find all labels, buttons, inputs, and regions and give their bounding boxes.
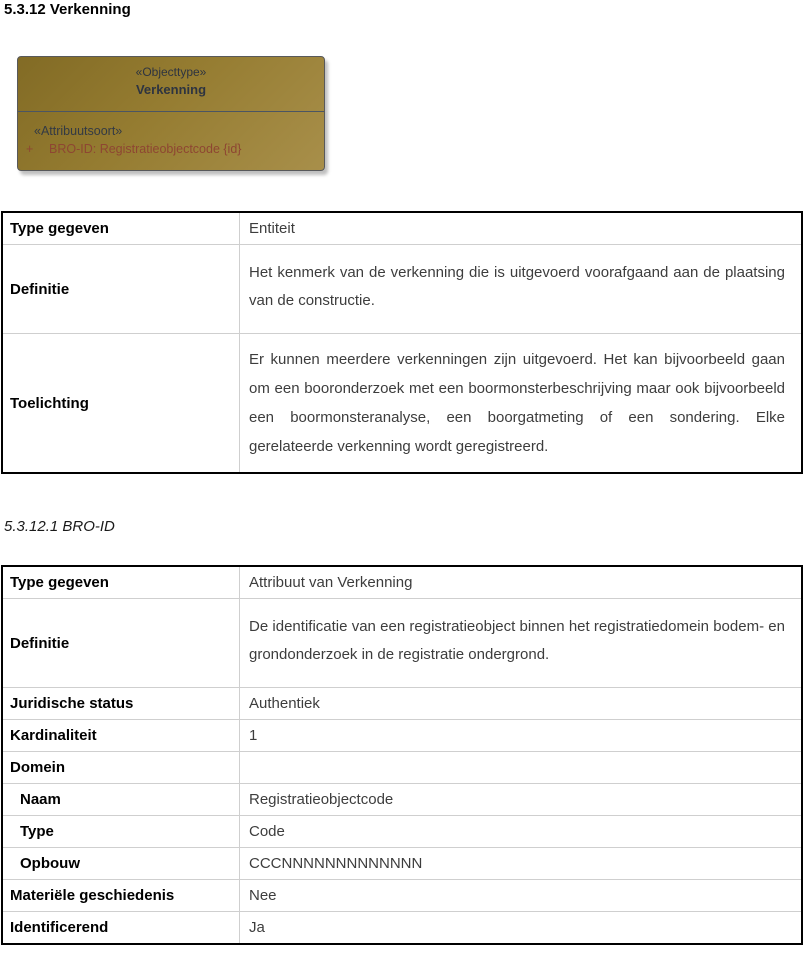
- table-row: [3, 719, 801, 751]
- row-label: Toelichting: [3, 334, 240, 472]
- subsection-heading: 5.3.12.1 BRO-ID: [4, 518, 115, 535]
- table-row: [3, 815, 801, 847]
- row-value: Er kunnen meerdere verkenningen zijn uitgevoerd. Het kan bijvoorbeeld gaan om een booronderzoek met een boormonsterbeschrijving maar ook bijvoorbeeld een boormonsteranalyse, een boorgatmeting of een sondering. Elke gerelateerde verkenning wordt geregistreerd.: [249, 351, 785, 455]
- uml-attribute-line: [18, 140, 324, 159]
- table-row: [3, 783, 801, 815]
- table-row: [3, 687, 801, 719]
- table-row: [3, 911, 801, 943]
- row-label: Type: [3, 816, 240, 847]
- row-label: Materiële geschiedenis: [3, 880, 240, 911]
- uml-header-compartment: [18, 57, 324, 112]
- row-value: Attribuut van Verkenning: [249, 574, 413, 591]
- table-row: [3, 244, 801, 333]
- table-verkenning: [1, 211, 803, 474]
- row-label: Domein: [3, 752, 240, 783]
- row-label: Type gegeven: [3, 213, 240, 244]
- section-heading: 5.3.12 Verkenning: [4, 1, 131, 18]
- row-value: Registratieobjectcode: [249, 791, 394, 808]
- table-row: [3, 213, 801, 244]
- uml-objecttype-box: [17, 56, 325, 171]
- row-label: Opbouw: [3, 848, 240, 879]
- row-value: Code: [249, 823, 285, 840]
- attribute-visibility-plus: +: [26, 142, 34, 156]
- row-value: Nee: [249, 887, 277, 904]
- row-value: Ja: [249, 919, 265, 936]
- row-label: Type gegeven: [3, 567, 240, 598]
- row-label: Naam: [3, 784, 240, 815]
- row-value: Authentiek: [249, 695, 320, 712]
- row-value: CCCNNNNNNNNNNNNN: [249, 855, 423, 872]
- table-row: [3, 751, 801, 783]
- table-row: [3, 847, 801, 879]
- row-value: Entiteit: [249, 220, 295, 237]
- row-label: Kardinaliteit: [3, 720, 240, 751]
- uml-body-stereotype: «Attribuutsoort»: [34, 124, 123, 138]
- table-broid: [1, 565, 803, 945]
- table-row: [3, 333, 801, 472]
- table-row: [3, 598, 801, 687]
- row-value: [240, 752, 801, 783]
- row-label: Definitie: [3, 245, 240, 333]
- row-label: Definitie: [3, 599, 240, 687]
- row-label: Juridische status: [3, 688, 240, 719]
- table-row: [3, 879, 801, 911]
- row-label: Identificerend: [3, 912, 240, 943]
- uml-object-name: Verkenning: [135, 82, 207, 97]
- table-row: [3, 567, 801, 598]
- row-value: Het kenmerk van de verkenning die is uitgevoerd voorafgaand aan de plaatsing van de constructie.: [249, 264, 785, 309]
- uml-header-stereotype: «Objecttype»: [135, 65, 207, 79]
- uml-attribute-compartment: [18, 112, 324, 159]
- attribute-text: BRO-ID: Registratieobjectcode {id}: [49, 142, 242, 156]
- row-value: De identificatie van een registratieobject binnen het registratiedomein bodem- en grondonderzoek in de registratie ondergrond.: [249, 618, 785, 663]
- row-value: 1: [249, 727, 258, 744]
